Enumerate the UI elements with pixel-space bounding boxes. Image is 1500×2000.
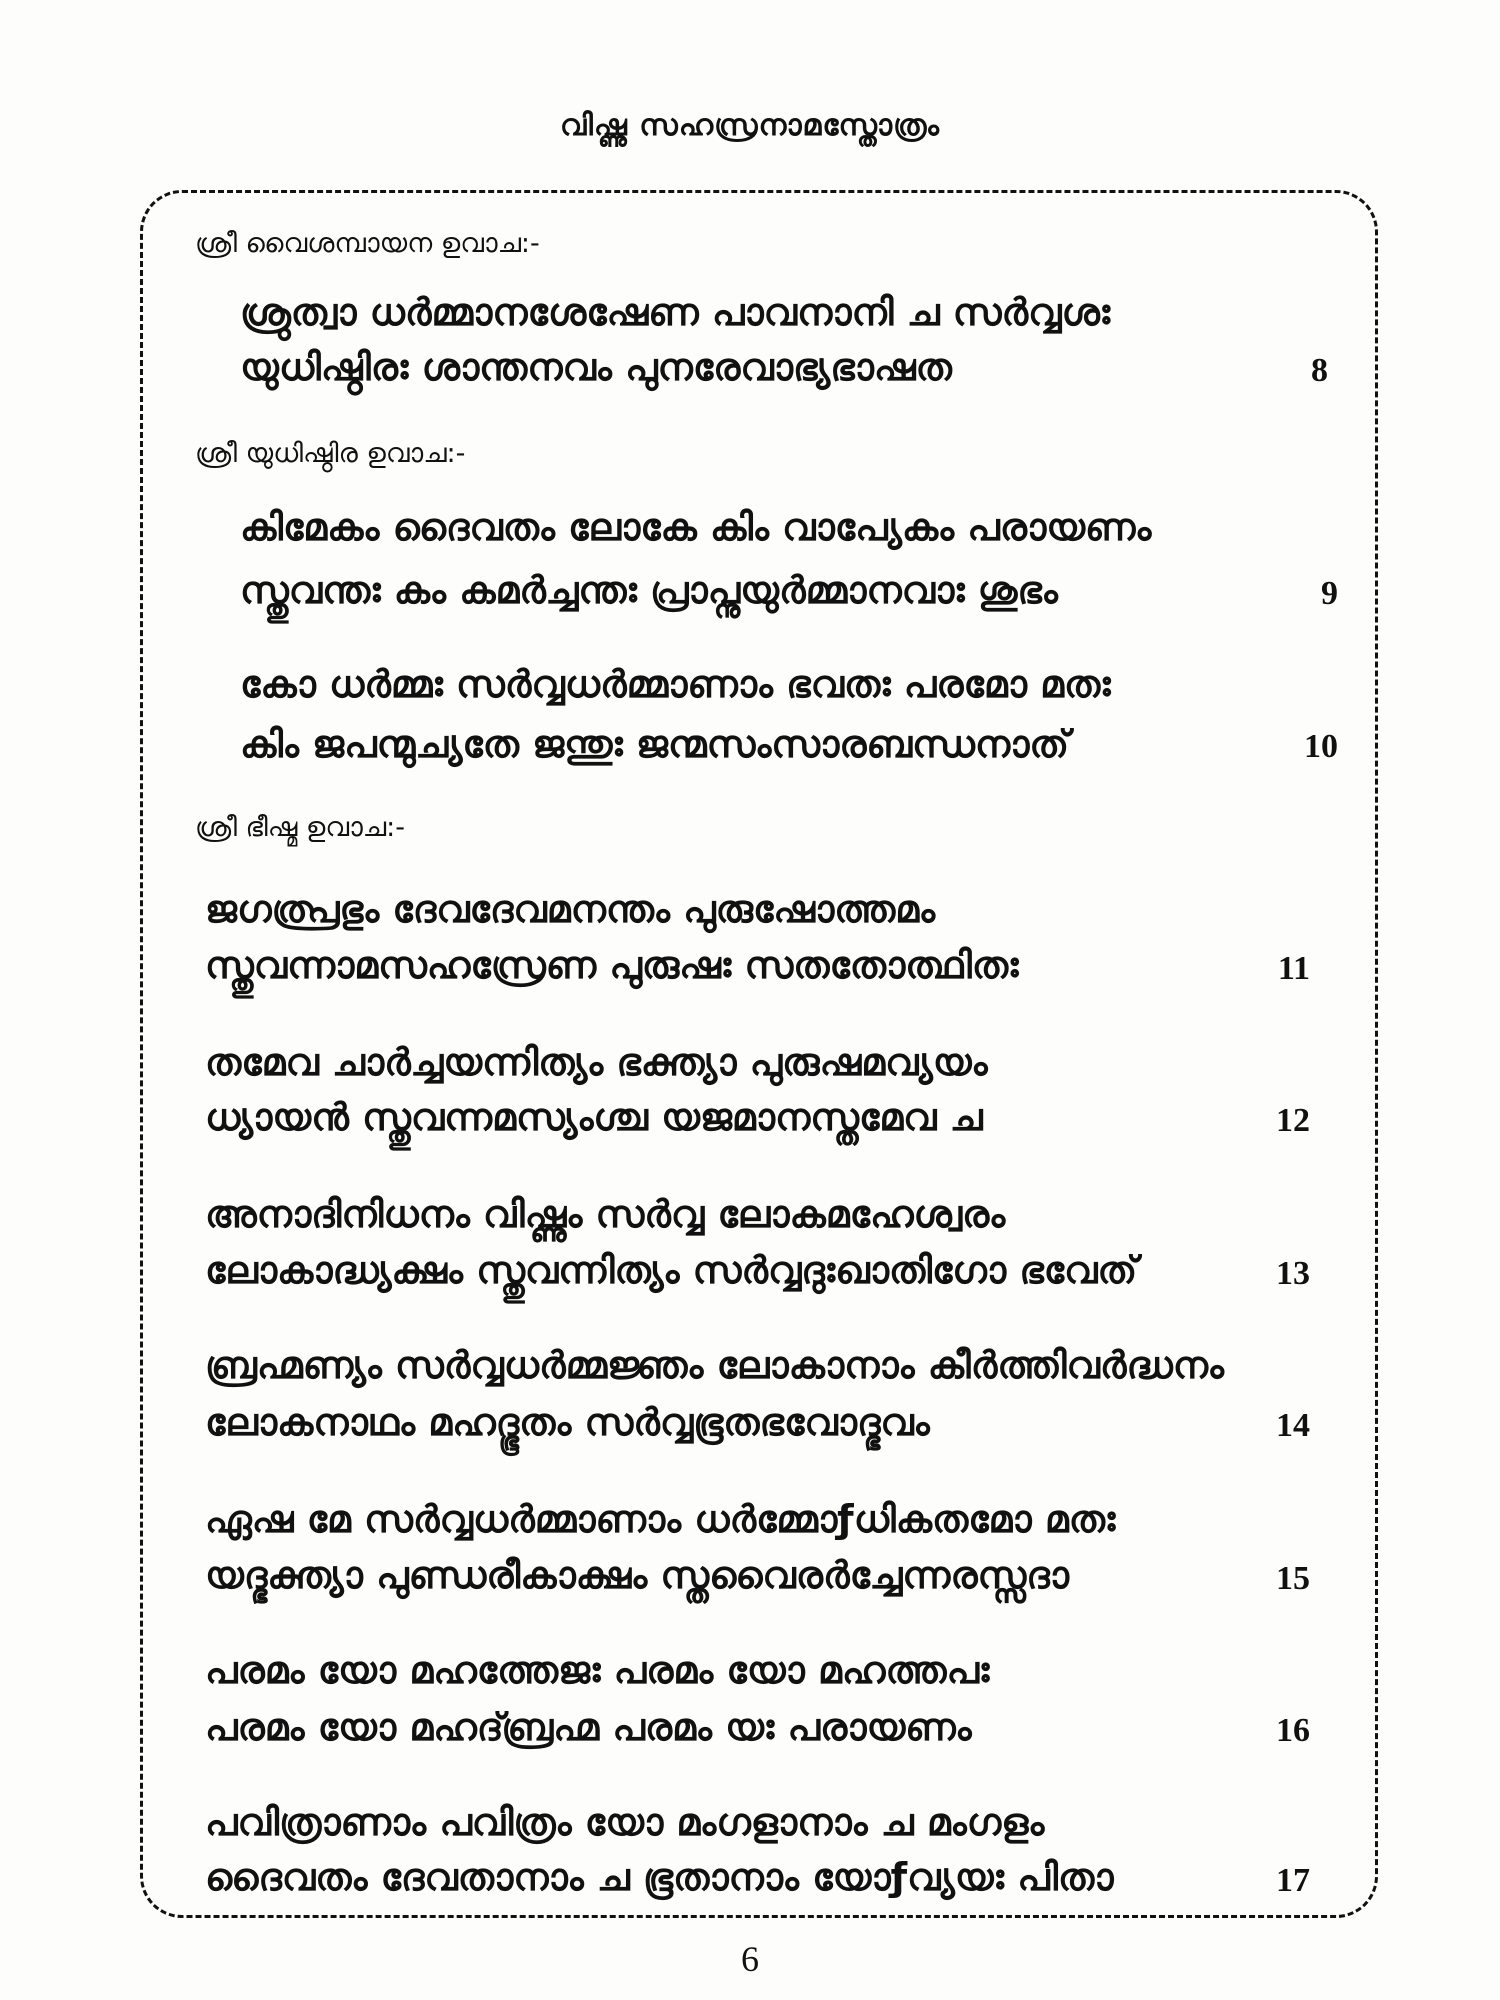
verse-number: 9 (1321, 575, 1338, 612)
verse-line: പരമം യോ മഹദ്ബ്രഹ്മ പരമം യഃ പരായണം (205, 1705, 972, 1749)
verse-line: കിം ജപന്മുച്യതേ ജന്തുഃ ജന്മസംസാരബന്ധനാത് (240, 722, 1070, 766)
verse-line: ശ്രുത്വാ ധർമ്മാനശേഷേണ പാവനാനി ച സർവ്വശഃ (240, 290, 1111, 334)
verse-line: ലോകാദ്ധ്യക്ഷം സ്തുവന്നിത്യം സർവ്വദുഃഖാതിഗോ ഭവേത് (205, 1248, 1138, 1292)
verse-line: തമേവ ചാർച്ചയന്നിത്യം ഭക്ത്യാ പുരുഷമവ്യയം (205, 1040, 988, 1084)
verse-line: ഏഷ മേ സർവ്വധർമ്മാണാം ധർമ്മോƒധികതമോ മതഃ (205, 1497, 1116, 1541)
verse-line: കോ ധർമ്മഃ സർവ്വധർമ്മാണാം ഭവതഃ പരമോ മതഃ (240, 662, 1111, 706)
speaker-heading: ശ്രീ യുധിഷ്ഠിര ഉവാച:- (195, 438, 466, 469)
verse-number: 11 (1277, 950, 1310, 987)
verse-number: 8 (1311, 352, 1328, 389)
verse-line: ദൈവതം ദേവതാനാം ച ഭൂതാനാം യോƒവ്യയഃ പിതാ (205, 1855, 1114, 1899)
verse-line: അനാദിനിധനം വിഷ്ണും സർവ്വ ലോകമഹേശ്വരം (205, 1192, 1006, 1236)
verse-line: ധ്യായൻ സ്തുവന്നമസ്യംശ്ച യജമാനസ്തമേവ ച (205, 1095, 983, 1139)
verse-line: യുധിഷ്ഠിരഃ ശാന്തനവം പുനരേവാഭ്യഭാഷത (240, 345, 952, 389)
verse-number: 16 (1276, 1712, 1310, 1749)
speaker-heading: ശ്രീ ഭീഷ്മ ഉവാച:- (195, 812, 405, 843)
verse-line: ലോകനാഥം മഹദ്ഭൂതം സർവ്വഭൂതഭവോദ്ഭവം (205, 1400, 930, 1444)
verse-number: 15 (1276, 1560, 1310, 1597)
verse-line: ബ്രഹ്മണ്യം സർവ്വധർമ്മജ്ഞം ലോകാനാം കീർത്തിവർദ്ധനം (205, 1343, 1224, 1387)
verse-number: 17 (1276, 1862, 1310, 1899)
verse-line: പരമം യോ മഹത്തേജഃ പരമം യോ മഹത്തപഃ (205, 1648, 990, 1692)
verse-line: സ്തുവന്നാമസഹസ്രേണ പുരുഷഃ സതതോത്ഥിതഃ (205, 943, 1019, 987)
verse-line: പവിത്രാണാം പവിത്രം യോ മംഗളാനാം ച മംഗളം (205, 1800, 1045, 1844)
verse-number: 13 (1276, 1255, 1310, 1292)
running-head: വിഷ്ണു സഹസ്രനാമസ്തോത്രം (560, 108, 940, 143)
page-number: 6 (741, 1939, 759, 1979)
verse-line: ജഗത്പ്രഭും ദേവദേവമനന്തം പുരുഷോത്തമം (205, 887, 936, 931)
speaker-heading: ശ്രീ വൈശമ്പായന ഉവാച:- (195, 228, 540, 259)
verse-line: കിമേകം ദൈവതം ലോകേ കിം വാപ്യേകം പരായണം (240, 505, 1152, 549)
verse-number: 14 (1276, 1407, 1310, 1444)
verse-number: 10 (1304, 728, 1338, 765)
verse-line: സ്തുവന്തഃ കം കമർച്ചന്തഃ പ്രാപ്നുയുർമ്മാനവാഃ ശുഭം (240, 568, 1058, 612)
verse-number: 12 (1276, 1102, 1310, 1139)
verse-line: യദ്ഭക്ത്യാ പുണ്ഡരീകാക്ഷം സ്തവൈരർച്ചേന്നരസ്സദാ (205, 1553, 1069, 1597)
